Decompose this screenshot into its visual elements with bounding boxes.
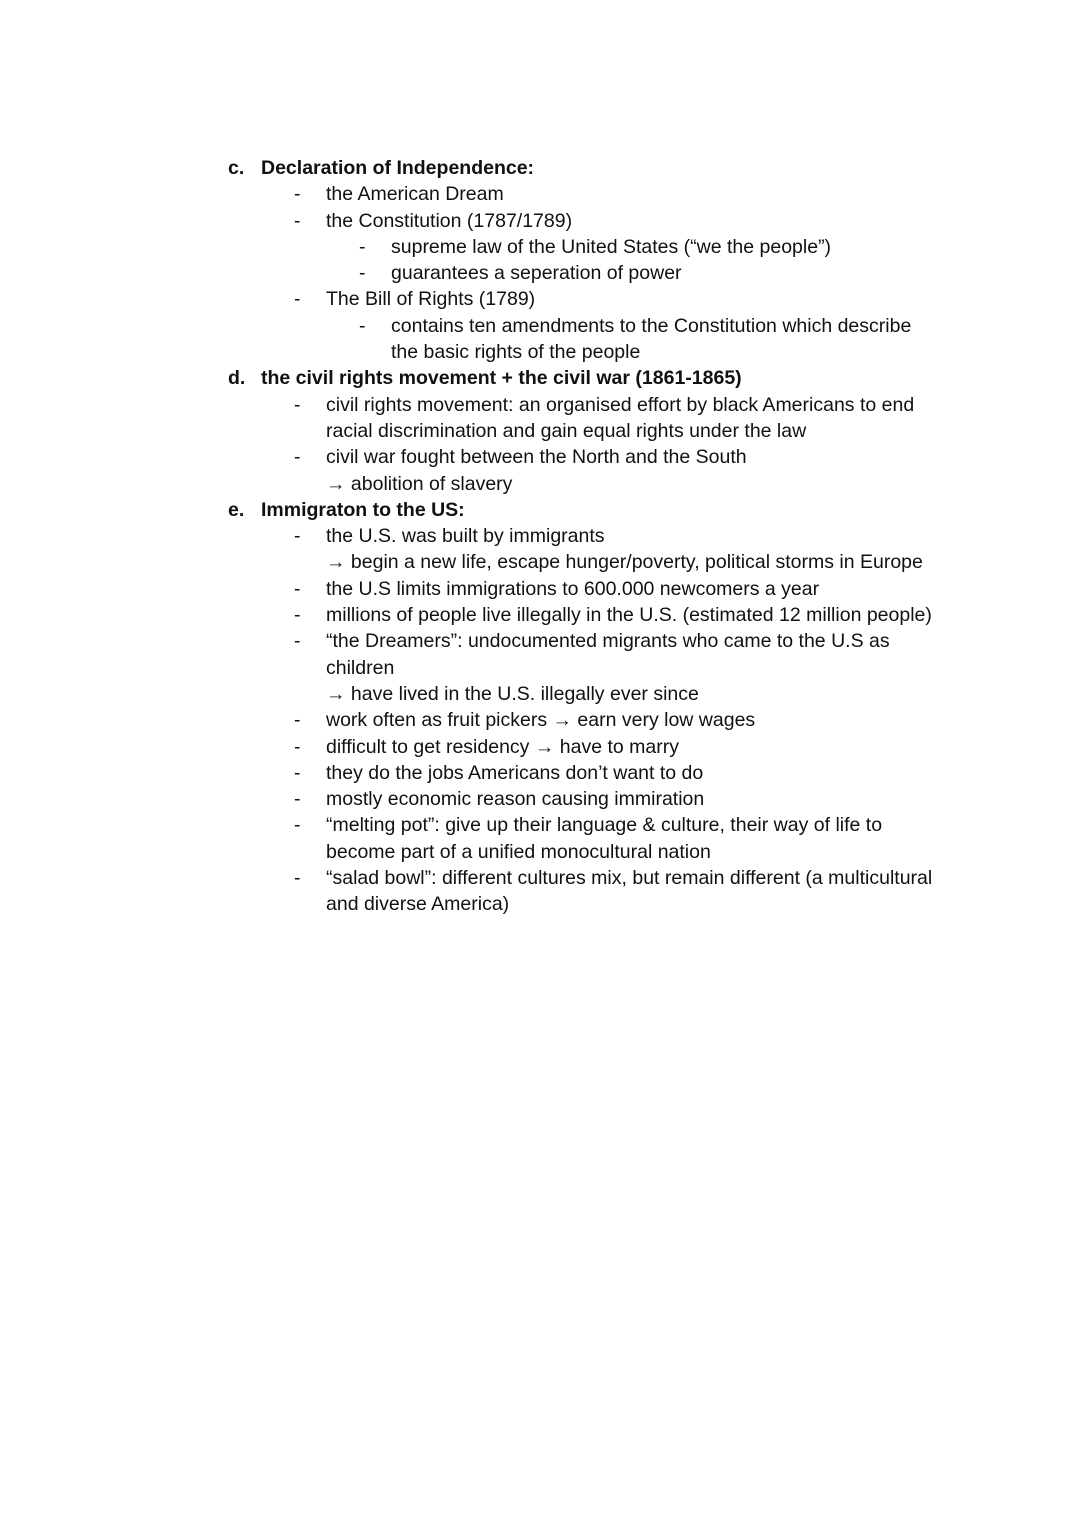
list-item-text: racial discrimination and gain equal rights under the law (326, 419, 807, 442)
list-item-text: and diverse America) (326, 893, 510, 916)
dash-bullet-icon: - (294, 761, 301, 784)
list-item (0, 628, 1080, 654)
dash-bullet-icon: - (294, 814, 301, 837)
list-item-text: civil war fought between the North and the South (326, 446, 747, 469)
list-item-text: difficult to get residency → have to marry (326, 735, 679, 758)
list-item (0, 234, 1080, 260)
dash-bullet-icon: - (294, 525, 301, 548)
list-item-text: guarantees a seperation of power (391, 262, 682, 285)
dash-bullet-icon: - (294, 709, 301, 732)
list-item-text: they do the jobs Americans don’t want to do (326, 761, 704, 784)
list-item (0, 655, 1080, 681)
section-title: the civil rights movement + the civil war (1861-1865) (261, 367, 742, 390)
list-item-text: work often as fruit pickers → earn very low wages (326, 709, 756, 732)
dash-bullet-icon: - (359, 235, 366, 258)
dash-bullet-icon: - (294, 577, 301, 600)
list-item (0, 734, 1080, 760)
list-item-text: “melting pot”: give up their language & culture, their way of life to (326, 814, 883, 837)
list-item (0, 602, 1080, 628)
list-item (0, 523, 1080, 549)
dash-bullet-icon: - (294, 393, 301, 416)
list-item (0, 286, 1080, 312)
dash-bullet-icon: - (359, 314, 366, 337)
list-item (0, 208, 1080, 234)
list-item-text: the U.S. was built by immigrants (326, 525, 605, 548)
dash-bullet-icon: - (294, 788, 301, 811)
list-item (0, 392, 1080, 418)
list-item-text: “the Dreamers”: undocumented migrants who came to the U.S as (326, 630, 890, 653)
dash-bullet-icon: - (294, 735, 301, 758)
section-marker: d. (228, 367, 246, 390)
dash-bullet-icon: - (294, 604, 301, 627)
section-title: Immigraton to the US: (261, 498, 465, 521)
dash-bullet-icon: - (294, 288, 301, 311)
list-item (0, 839, 1080, 865)
list-item-text: become part of a unified monocultural nation (326, 840, 711, 863)
list-item-text: the American Dream (326, 183, 504, 206)
list-item (0, 549, 1080, 575)
dash-bullet-icon: - (294, 630, 301, 653)
section-marker: c. (228, 157, 245, 179)
list-item (0, 891, 1080, 917)
dash-bullet-icon: - (359, 262, 366, 285)
list-item-text: children (326, 656, 395, 679)
list-item (0, 471, 1080, 497)
section-heading (0, 155, 1080, 181)
list-item-text: supreme law of the United States (“we the people”) (391, 235, 832, 258)
list-item-text: civil rights movement: an organised effort by black Americans to end (326, 393, 915, 416)
section-heading (0, 365, 1080, 391)
dash-bullet-icon: - (294, 183, 301, 206)
list-item-text: → abolition of slavery (326, 472, 513, 495)
list-item (0, 865, 1080, 891)
list-item (0, 260, 1080, 286)
list-item-text: the U.S limits immigrations to 600.000 newcomers a year (326, 577, 820, 600)
list-item (0, 786, 1080, 812)
list-item-text: the basic rights of the people (391, 341, 641, 364)
list-item (0, 418, 1080, 444)
dash-bullet-icon: - (294, 867, 301, 890)
list-item-text: contains ten amendments to the Constitution which describe (391, 314, 912, 337)
list-item-text: millions of people live illegally in the U.S. (estimated 12 million people) (326, 604, 932, 627)
section-marker: e. (228, 498, 245, 521)
list-item (0, 181, 1080, 207)
list-item-text: the Constitution (1787/1789) (326, 209, 573, 232)
list-item (0, 681, 1080, 707)
list-item-text: → begin a new life, escape hunger/poverty, political storms in Europe (326, 551, 923, 574)
list-item-text: “salad bowl”: different cultures mix, but remain different (a multicultural (326, 867, 933, 890)
list-item (0, 760, 1080, 786)
section-title: Declaration of Independence: (261, 157, 535, 179)
list-item (0, 576, 1080, 602)
list-item (0, 339, 1080, 365)
notes-document (0, 155, 1080, 918)
list-item-text: → have lived in the U.S. illegally ever since (326, 682, 699, 705)
list-item (0, 444, 1080, 470)
list-item-text: mostly economic reason causing immiration (326, 788, 705, 811)
section-heading (0, 497, 1080, 523)
list-item-text: The Bill of Rights (1789) (326, 288, 536, 311)
list-item (0, 313, 1080, 339)
list-item (0, 812, 1080, 838)
dash-bullet-icon: - (294, 209, 301, 232)
dash-bullet-icon: - (294, 446, 301, 469)
list-item (0, 707, 1080, 733)
